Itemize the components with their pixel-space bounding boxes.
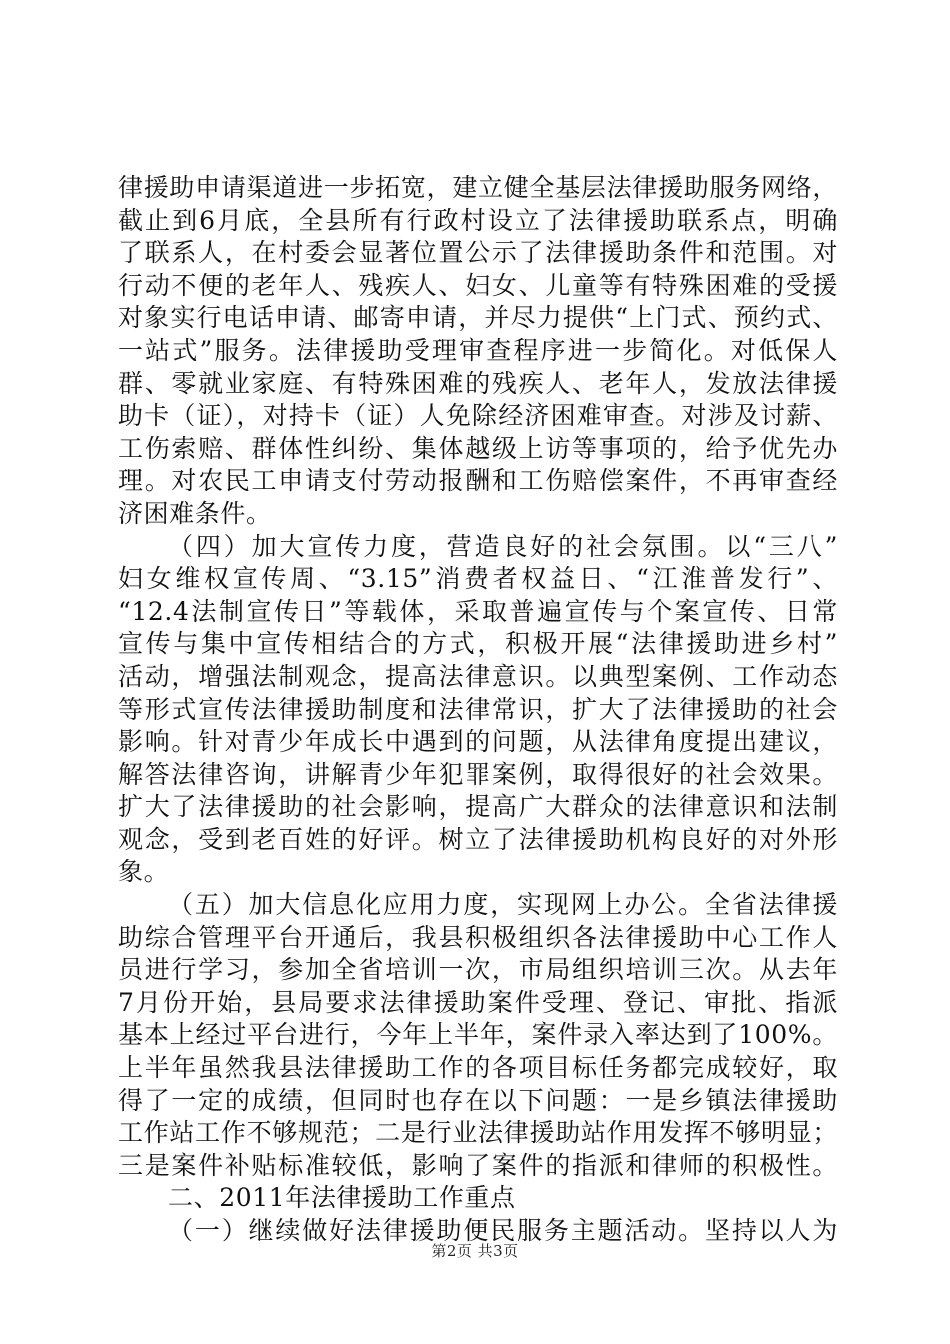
text-line: 妇女维权宣传周、“3.15”消费者权益日、“江淮普发行”、 bbox=[118, 564, 838, 594]
text-line: 理。对农民工申请支付劳动报酬和工伤赔偿案件，不再审查经 bbox=[118, 466, 838, 496]
text-line: 行动不便的老年人、残疾人、妇女、儿童等有特殊困难的受援 bbox=[118, 270, 838, 300]
paragraph-heading-4: （四）加大宣传力度，营造良好的社会氛围。以“三八” bbox=[168, 531, 838, 561]
paragraph-heading-5: （五）加大信息化应用力度，实现网上办公。全省法律援 bbox=[168, 890, 838, 920]
text-line: 了联系人，在村委会显著位置公示了法律援助条件和范围。对 bbox=[118, 238, 838, 268]
text-line: 对象实行电话申请、邮寄申请，并尽力提供“上门式、预约式、 bbox=[118, 303, 838, 333]
text-line: “12.4法制宣传日”等载体，采取普遍宣传与个案宣传、日常 bbox=[118, 596, 838, 626]
page-number: 第2页 共3页 bbox=[431, 1242, 519, 1260]
text-line: 律援助申请渠道进一步拓宽，建立健全基层法律援助服务网络， bbox=[118, 173, 838, 202]
document-body bbox=[118, 172, 838, 1248]
text-line: 员进行学习，参加全省培训一次，市局组织培训三次。从去年 bbox=[118, 955, 838, 985]
text-line: 观念，受到老百姓的好评。树立了法律援助机构良好的对外形 bbox=[118, 824, 838, 854]
text-line: 影响。针对青少年成长中遇到的问题，从法律角度提出建议， bbox=[118, 727, 838, 757]
text-line: 济困难条件。 bbox=[118, 498, 272, 528]
paragraph-heading-1: （一）继续做好法律援助便民服务主题活动。坚持以人为 bbox=[168, 1216, 838, 1245]
text-line: 群、零就业家庭、有特殊困难的残疾人、老年人，发放法律援 bbox=[118, 368, 838, 398]
text-line: 工伤索赔、群体性纠纷、集体越级上访等事项的，给予优先办 bbox=[118, 433, 838, 463]
text-line: 活动，增强法制观念，提高法律意识。以典型案例、工作动态 bbox=[118, 661, 838, 691]
text-line: 一站式”服务。法律援助受理审查程序进一步简化。对低保人 bbox=[118, 335, 838, 365]
text-line: 宣传与集中宣传相结合的方式，积极开展“法律援助进乡村” bbox=[118, 629, 838, 659]
text-line: 扩大了法律援助的社会影响，提高广大群众的法律意识和法制 bbox=[118, 792, 838, 822]
text-line: 上半年虽然我县法律援助工作的各项目标任务都完成较好，取 bbox=[118, 1053, 838, 1083]
text-line: 工作站工作不够规范；二是行业法律援助站作用发挥不够明显； bbox=[118, 1118, 838, 1148]
section-heading: 二、2011年法律援助工作重点 bbox=[168, 1183, 516, 1213]
text-line: 等形式宣传法律援助制度和法律常识，扩大了法律援助的社会 bbox=[118, 694, 838, 724]
text-line: 象。 bbox=[118, 857, 170, 887]
text-line: 三是案件补贴标准较低，影响了案件的指派和律师的积极性。 bbox=[118, 1150, 838, 1180]
text-line: 截止到6月底，全县所有行政村设立了法律援助联系点，明确 bbox=[118, 205, 838, 235]
text-line: 解答法律咨询，讲解青少年犯罪案例，取得很好的社会效果。 bbox=[118, 759, 838, 789]
page-footer bbox=[0, 1240, 950, 1261]
text-line: 助综合管理平台开通后，我县积极组织各法律援助中心工作人 bbox=[118, 922, 838, 952]
text-line: 得了一定的成绩，但同时也存在以下问题：一是乡镇法律援助 bbox=[118, 1085, 838, 1115]
text-line: 7月份开始，县局要求法律援助案件受理、登记、审批、指派 bbox=[118, 987, 838, 1017]
text-line: 基本上经过平台进行，今年上半年，案件录入率达到了100%。 bbox=[118, 1020, 838, 1050]
text-line: 助卡（证），对持卡（证）人免除经济困难审查。对涉及讨薪、 bbox=[118, 401, 838, 431]
